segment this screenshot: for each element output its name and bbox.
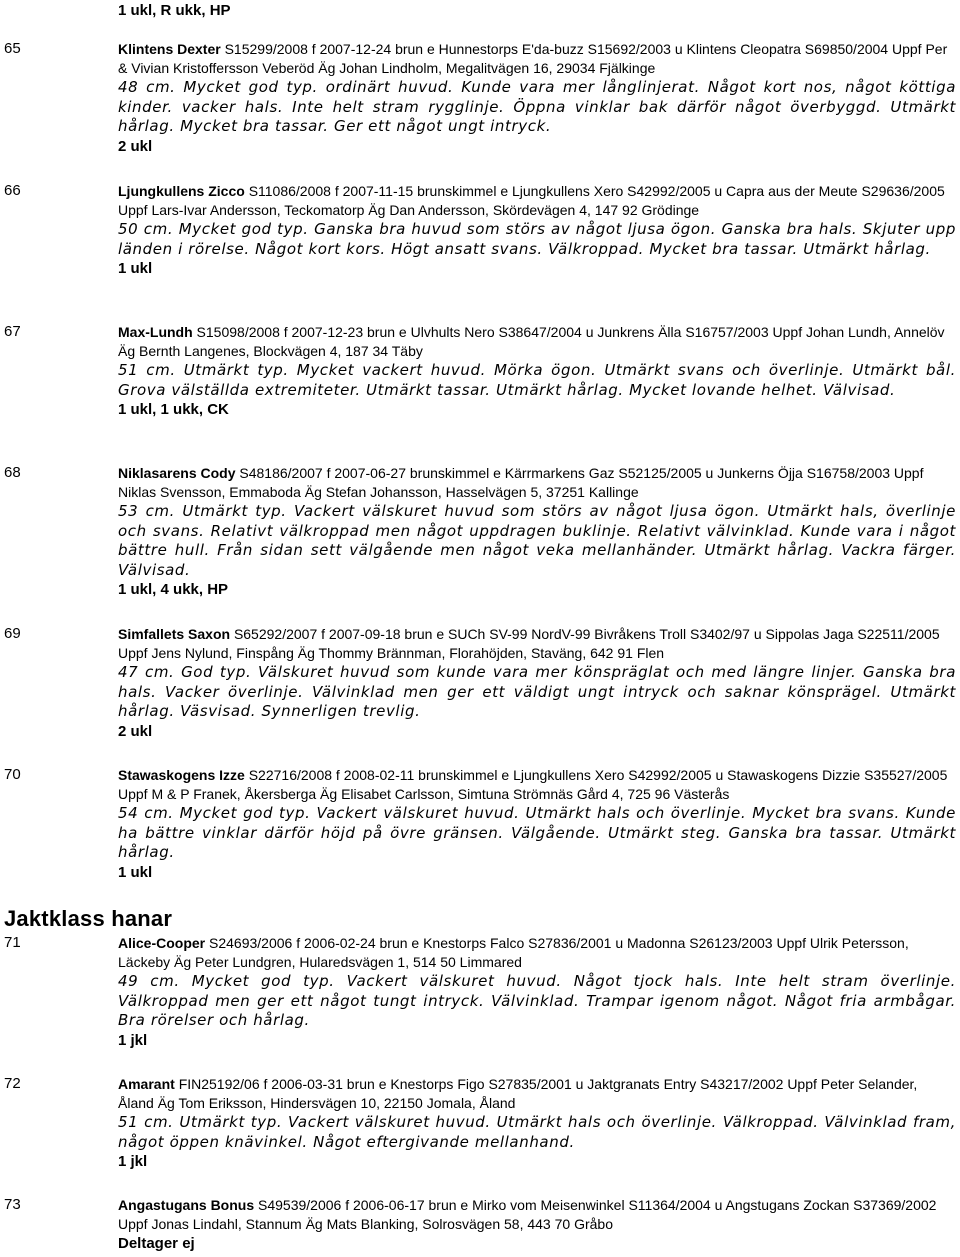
dog-info xyxy=(118,766,956,804)
entry-number: 73 xyxy=(4,1196,21,1213)
critique-text: 50 cm. Mycket god typ. Ganska bra huvud som störs av något ljusa ögon. Ganska bra hals. Skjuter upp länden i rörelse. Något kort kors. Högt ansatt svans. Välkroppad. Mycket bra tassar. Utmärkt hårlag. xyxy=(118,220,956,258)
entry-result: 2 ukl xyxy=(118,722,153,740)
entry-body xyxy=(118,1075,956,1171)
entry-result: 2 ukl xyxy=(118,137,153,155)
dog-info xyxy=(118,625,956,663)
entry-body xyxy=(118,182,956,278)
entry-body xyxy=(118,766,956,882)
entry-body xyxy=(118,323,956,419)
entry-body xyxy=(118,1196,956,1253)
entry-result: 1 ukl, 4 ukk, HP xyxy=(118,581,229,598)
entry-number: 69 xyxy=(4,625,21,642)
critique-text: 49 cm. Mycket god typ. Vackert välskuret huvud. Något tjock hals. Inte helt stram överlinje. Välkroppad men ger ett något tungt intryck. Välvinklad. Trampar igenom något. Något fria armbågar. Bra rörelser och hårlag. xyxy=(118,972,956,1029)
entry-number: 66 xyxy=(4,182,21,199)
dog-details: S15299/2008 f 2007-12-24 brun e Hunnestorps E'da-buzz S15692/2003 u Klintens Cleopatra S69850/2004 Uppf Per & Vivian Kristoffersson Veberöd Äg Johan Lindholm, Megalitvägen 16, 29034 Fjälkinge xyxy=(118,41,948,76)
dog-name: Max-Lundh xyxy=(118,324,193,340)
entry-body xyxy=(118,934,956,1050)
dog-info xyxy=(118,464,956,502)
dog-info xyxy=(118,182,956,220)
previous-entry-result: 1 ukl, R ukk, HP xyxy=(118,2,231,19)
critique-text: 47 cm. God typ. Välskuret huvud som kunde vara mer könspräglat och med längre linjer. Ganska bra hals. Vacker överlinje. Välvinklad men ger ett väldigt ungt intryck och saknar könsprägel. Utmärkt hårlag. Väsvisad. Synnerligen trevlig. xyxy=(118,663,956,720)
dog-details: S15098/2008 f 2007-12-23 brun e Ulvhults Nero S38647/2004 u Junkrens Älla S16757/2003 Uppf Johan Lundh, Annelöv Äg Bernth Langenes, Blockvägen 4, 187 34 Täby xyxy=(118,324,945,359)
dog-name: Simfallets Saxon xyxy=(118,626,231,642)
entry-body xyxy=(118,40,956,156)
dog-details: FIN25192/06 f 2006-03-31 brun e Knestorps Figo S27835/2001 u Jaktgranats Entry S43217/2002 Uppf Peter Selander, Åland Äg Tom Eriksson, Hindersvägen 10, 22150 Jomala, Åland xyxy=(118,1076,918,1111)
entry-number: 72 xyxy=(4,1075,21,1092)
dog-details: S11086/2008 f 2007-11-15 brunskimmel e Ljungkullens Xero S42992/2005 u Capra aus der Meute S29636/2005 Uppf Lars-Ivar Andersson, Teckomatorp Äg Dan Andersson, Skördevägen 4, 147 92 Grödinge xyxy=(118,183,945,218)
dog-details: S65292/2007 f 2007-09-18 brun e SUCh SV-99 NordV-99 Bivråkens Troll S3402/97 u Sippolas Jaga S22511/2005 Uppf Jens Nylund, Finspång Äg Thommy Brännman, Florahöjden, Staväng, 642 91 Flen xyxy=(118,626,940,661)
critique-text: 48 cm. Mycket god typ. ordinärt huvud. Kunde vara mer långlinjerat. Något kort nos, något köttiga kinder. vacker hals. Inte helt stram rygglinje. Öppna vinklar bak därför något överbyggd. Utmärkt hårlag. Mycket bra tassar. Ger ett något ungt intryck. xyxy=(118,78,956,135)
dog-name: Stawaskogens Izze xyxy=(118,767,245,783)
dog-info xyxy=(118,40,956,78)
entry-result: 1 ukl xyxy=(118,863,153,881)
critique-text: 51 cm. Utmärkt typ. Mycket vackert huvud. Mörka ögon. Utmärkt svans och överlinje. Utmärkt bål. Grova välställda extremiteter. Utmärkt tassar. Utmärkt hårlag. Mycket lovande helhet. Välvisad. xyxy=(118,361,956,399)
critique-text: 51 cm. Utmärkt typ. Vackert välskuret huvud. Utmärkt hals och överlinje. Välkroppad. Välvinklad fram, något öppen knävinkel. Något eftergivande mellanhand. xyxy=(118,1113,956,1151)
dog-name: Angastugans Bonus xyxy=(118,1197,255,1213)
dog-details: S22716/2008 f 2008-02-11 brunskimmel e Ljungkullens Xero S42992/2005 u Stawaskogens Dizzie S35527/2005 Uppf M & P Franek, Åkersberga Äg Elisabet Carlsson, Simtuna Strömnäs Gård 4, 725 96 Västerås xyxy=(118,767,948,802)
dog-info xyxy=(118,1196,956,1234)
entry-number: 71 xyxy=(4,934,21,951)
entry-body xyxy=(118,625,956,741)
dog-name: Niklasarens Cody xyxy=(118,465,236,481)
entry-result: 1 jkl xyxy=(118,1031,148,1049)
dog-name: Klintens Dexter xyxy=(118,41,221,57)
entry-number: 65 xyxy=(4,40,21,57)
critique-text: 53 cm. Utmärkt typ. Vackert välskuret huvud som störs av något ljusa ögon. Utmärkt hals, överlinje och svans. Relativt välkroppad men något uppdragen buklinje. Relativt välvinklad. Kunde vara i något bättre hull. Från sidan sett välgående men något veka mellanhänder. Utmärkt hårlag. Vackra färger. Välvisad. xyxy=(118,502,956,579)
entry-number: 70 xyxy=(4,766,21,783)
dog-name: Ljungkullens Zicco xyxy=(118,183,245,199)
entry-result: 1 ukl xyxy=(118,260,153,277)
entry-body xyxy=(118,464,956,599)
entry-number: 68 xyxy=(4,464,21,481)
critique-text: 54 cm. Mycket god typ. Vackert välskuret huvud. Utmärkt hals och överlinje. Mycket bra svans. Kunde ha bättre vinklar därför höjd på övre gränsen. Välgående. Utmärkt steg. Ganska bra tassar. Utmärkt hårlag. xyxy=(118,804,956,861)
dog-name: Alice-Cooper xyxy=(118,935,206,951)
dog-name: Amarant xyxy=(118,1076,175,1092)
dog-details: S24693/2006 f 2006-02-24 brun e Knestorps Falco S27836/2001 u Madonna S26123/2003 Uppf Ulrik Petersson, Läckeby Äg Peter Lundgren, Hularedsvägen 1, 514 50 Limmared xyxy=(118,935,909,970)
dog-info xyxy=(118,934,956,972)
entry-number: 67 xyxy=(4,323,21,340)
entry-result: Deltager ej xyxy=(118,1235,195,1252)
section-heading: Jaktklass hanar xyxy=(4,906,173,931)
dog-info xyxy=(118,323,956,361)
dog-details: S48186/2007 f 2007-06-27 brunskimmel e Kärrmarkens Gaz S52125/2005 u Junkerns Öjja S16758/2003 Uppf Niklas Svensson, Emmaboda Äg Stefan Johansson, Hasselvägen 5, 37251 Kallinge xyxy=(118,465,924,500)
entry-result: 1 jkl xyxy=(118,1153,148,1170)
dog-details: S49539/2006 f 2006-06-17 brun e Mirko vom Meisenwinkel S11364/2004 u Angstugans Zockan S37369/2002 Uppf Jonas Lindahl, Stannum Äg Mats Blanking, Solrosvägen 58, 443 70 Gråbo xyxy=(118,1197,937,1232)
dog-info xyxy=(118,1075,956,1113)
entry-result: 1 ukl, 1 ukk, CK xyxy=(118,401,229,418)
